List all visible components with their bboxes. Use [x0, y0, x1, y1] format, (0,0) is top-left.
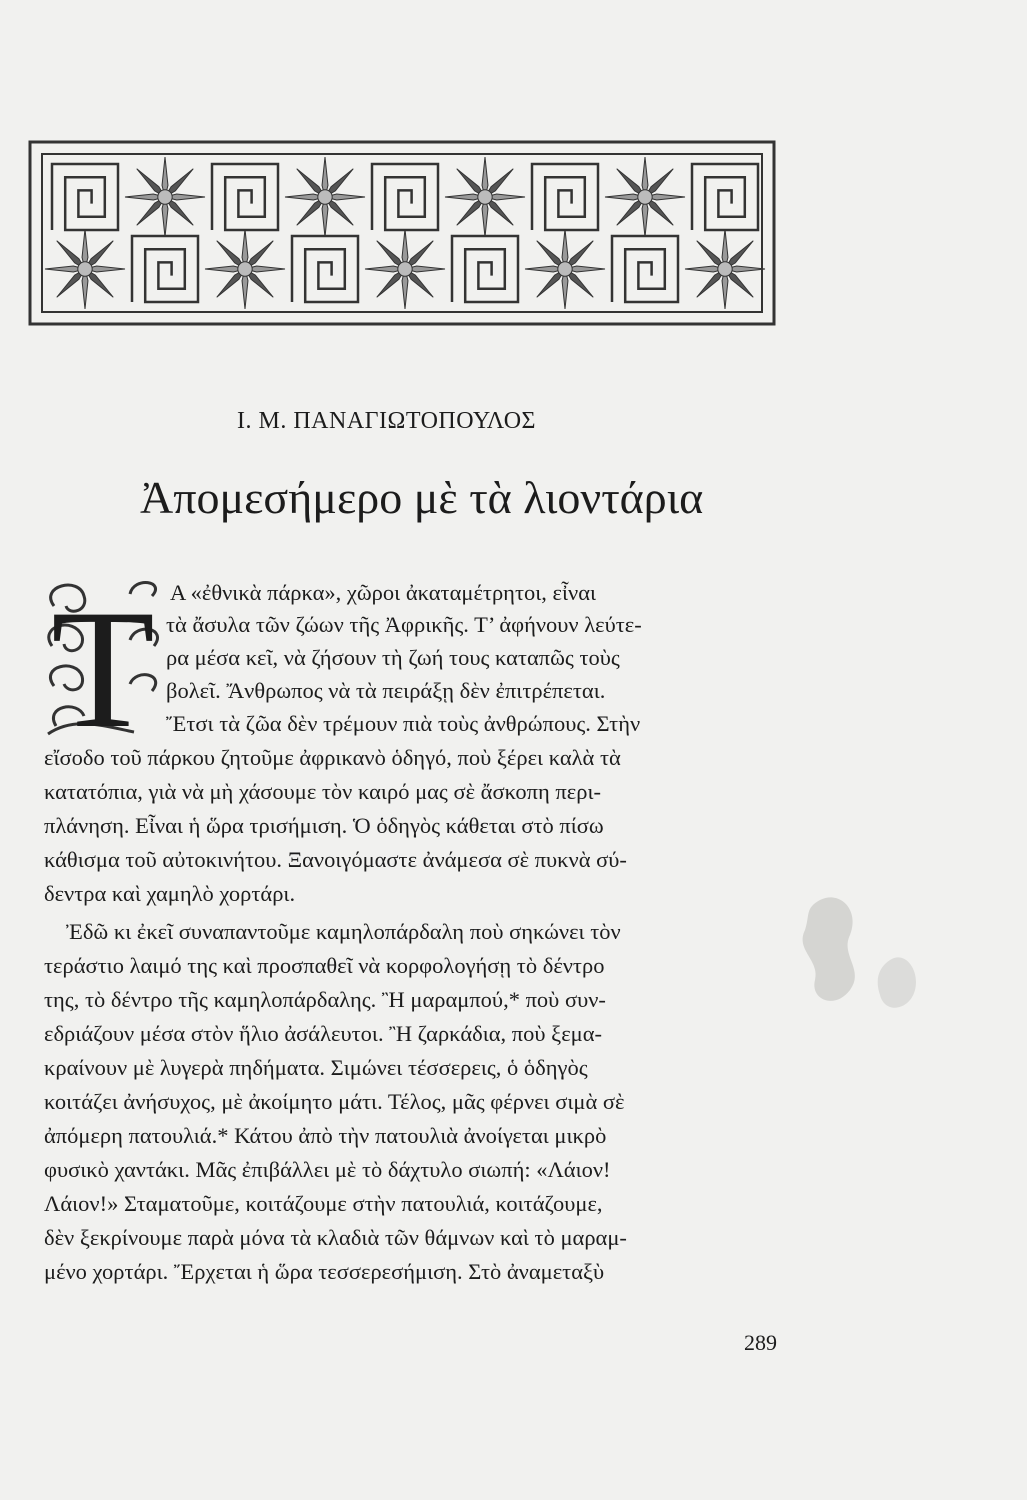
text-line: κατατόπια, γιὰ νὰ μὴ χάσουμε τὸν καιρό μας σὲ ἄσκοπη περι- [44, 779, 601, 804]
text-line: ἀπόμερη πατουλιά.* Κάτου ἀπὸ τὴν πατουλιὰ ἀνοίγεται μικρὸ [44, 1123, 607, 1148]
text-line: βολεῖ. Ἄνθρωπος νὰ τὰ πειράξῃ δὲν ἐπιτρέπεται. [166, 678, 606, 703]
star-ornament [45, 229, 125, 309]
text-line: τὰ ἄσυλα τῶν ζώων τῆς Ἀφρικῆς. Τ’ ἀφήνουν λεύτε- [166, 612, 642, 637]
star-ornament [525, 229, 605, 309]
meander-square [532, 164, 598, 230]
dropcap-letter: T [51, 576, 155, 738]
text-line: δεντρα καὶ χαμηλὸ χορτάρι. [44, 881, 296, 906]
star-ornament [605, 157, 685, 237]
star-ornament [285, 157, 365, 237]
text-line: φυσικὸ χαντάκι. Μᾶς ἐπιβάλλει μὲ τὸ δάχτυλο σιωπή: «Λάιον! [44, 1157, 611, 1182]
meander-square [212, 164, 278, 230]
meander-square [132, 236, 198, 302]
star-ornament [365, 229, 445, 309]
page-number: 289 [744, 1330, 777, 1355]
text-line: Α «ἐθνικὰ πάρκα», χῶροι ἀκαταμέτρητοι, εἶναι [170, 580, 597, 605]
ornamental-border [28, 140, 776, 326]
meander-square [292, 236, 358, 302]
meander-square [372, 164, 438, 230]
text-line: κοιτάζει ἀνήσυχος, μὲ ἀκοίμητο μάτι. Τέλος, μᾶς φέρνει σιμὰ σὲ [44, 1089, 625, 1114]
text-line: κάθισμα τοῦ αὐτοκινήτου. Ξανοιγόμαστε ἀνάμεσα σὲ πυκνὰ σύ- [44, 847, 627, 872]
star-ornament [205, 229, 285, 309]
author-name: Ι. Μ. ΠΑΝΑΓΙΩΤΟΠΟΥΛΟΣ [237, 408, 537, 434]
text-line: εδριάζουν μέσα στὸν ἥλιο ἀσάλευτοι. Ἢ ζαρκάδια, ποὺ ξεμα- [44, 1021, 603, 1046]
meander-square [692, 164, 758, 230]
text-line: κραίνουν μὲ λυγερὰ πηδήματα. Σιμώνει τέσσερεις, ὁ ὁδηγὸς [44, 1055, 588, 1080]
meander-square [52, 164, 118, 230]
star-ornament [445, 157, 525, 237]
text-line: Ἔτσι τὰ ζῶα δὲν τρέμουν πιὰ τοὺς ἀνθρώπους. Στὴν [166, 711, 641, 736]
text-line: Λάιον!» Σταματοῦμε, κοιτάζουμε στὴν πατουλιά, κοιτάζουμε, [44, 1191, 603, 1216]
text-line: Ἐδῶ κι ἐκεῖ συναπαντοῦμε καμηλοπάρδαλη ποὺ σηκώνει τὸν [66, 919, 621, 944]
text-line: της, τὸ δέντρο τῆς καμηλοπάρδαλης. Ἢ μαραμπού,* ποὺ συν- [44, 987, 606, 1012]
text-line: τεράστιο λαιμό της καὶ προσπαθεῖ νὰ κορφολογήσῃ τὸ δέντρο [44, 953, 605, 978]
text-line: ρα μέσα κεῖ, νὰ ζήσουν τὴ ζωή τους καταπῶς τοὺς [166, 645, 620, 670]
text-line: μένο χορτάρι. Ἔρχεται ἡ ὥρα τεσσερεσήμιση. Στὸ ἀναμεταξὺ [44, 1259, 605, 1284]
meander-square [612, 236, 678, 302]
ornamental-dropcap [44, 576, 162, 738]
paper-stain [780, 890, 950, 1040]
star-ornament [685, 229, 765, 309]
star-ornament [125, 157, 205, 237]
text-line: πλάνηση. Εἶναι ἡ ὥρα τρισήμιση. Ὁ ὁδηγὸς κάθεται στὸ πίσω [44, 813, 604, 838]
text-line: εἴσοδο τοῦ πάρκου ζητοῦμε ἀφρικανὸ ὁδηγό, ποὺ ξέρει καλὰ τὰ [44, 745, 621, 770]
meander-square [452, 236, 518, 302]
chapter-title: Ἀπομεσήμερο μὲ τὰ λιοντάρια [140, 472, 704, 523]
text-line: δὲν ξεκρίνουμε παρὰ μόνα τὰ κλαδιὰ τῶν θάμνων καὶ τὸ μαραμ- [44, 1225, 627, 1250]
